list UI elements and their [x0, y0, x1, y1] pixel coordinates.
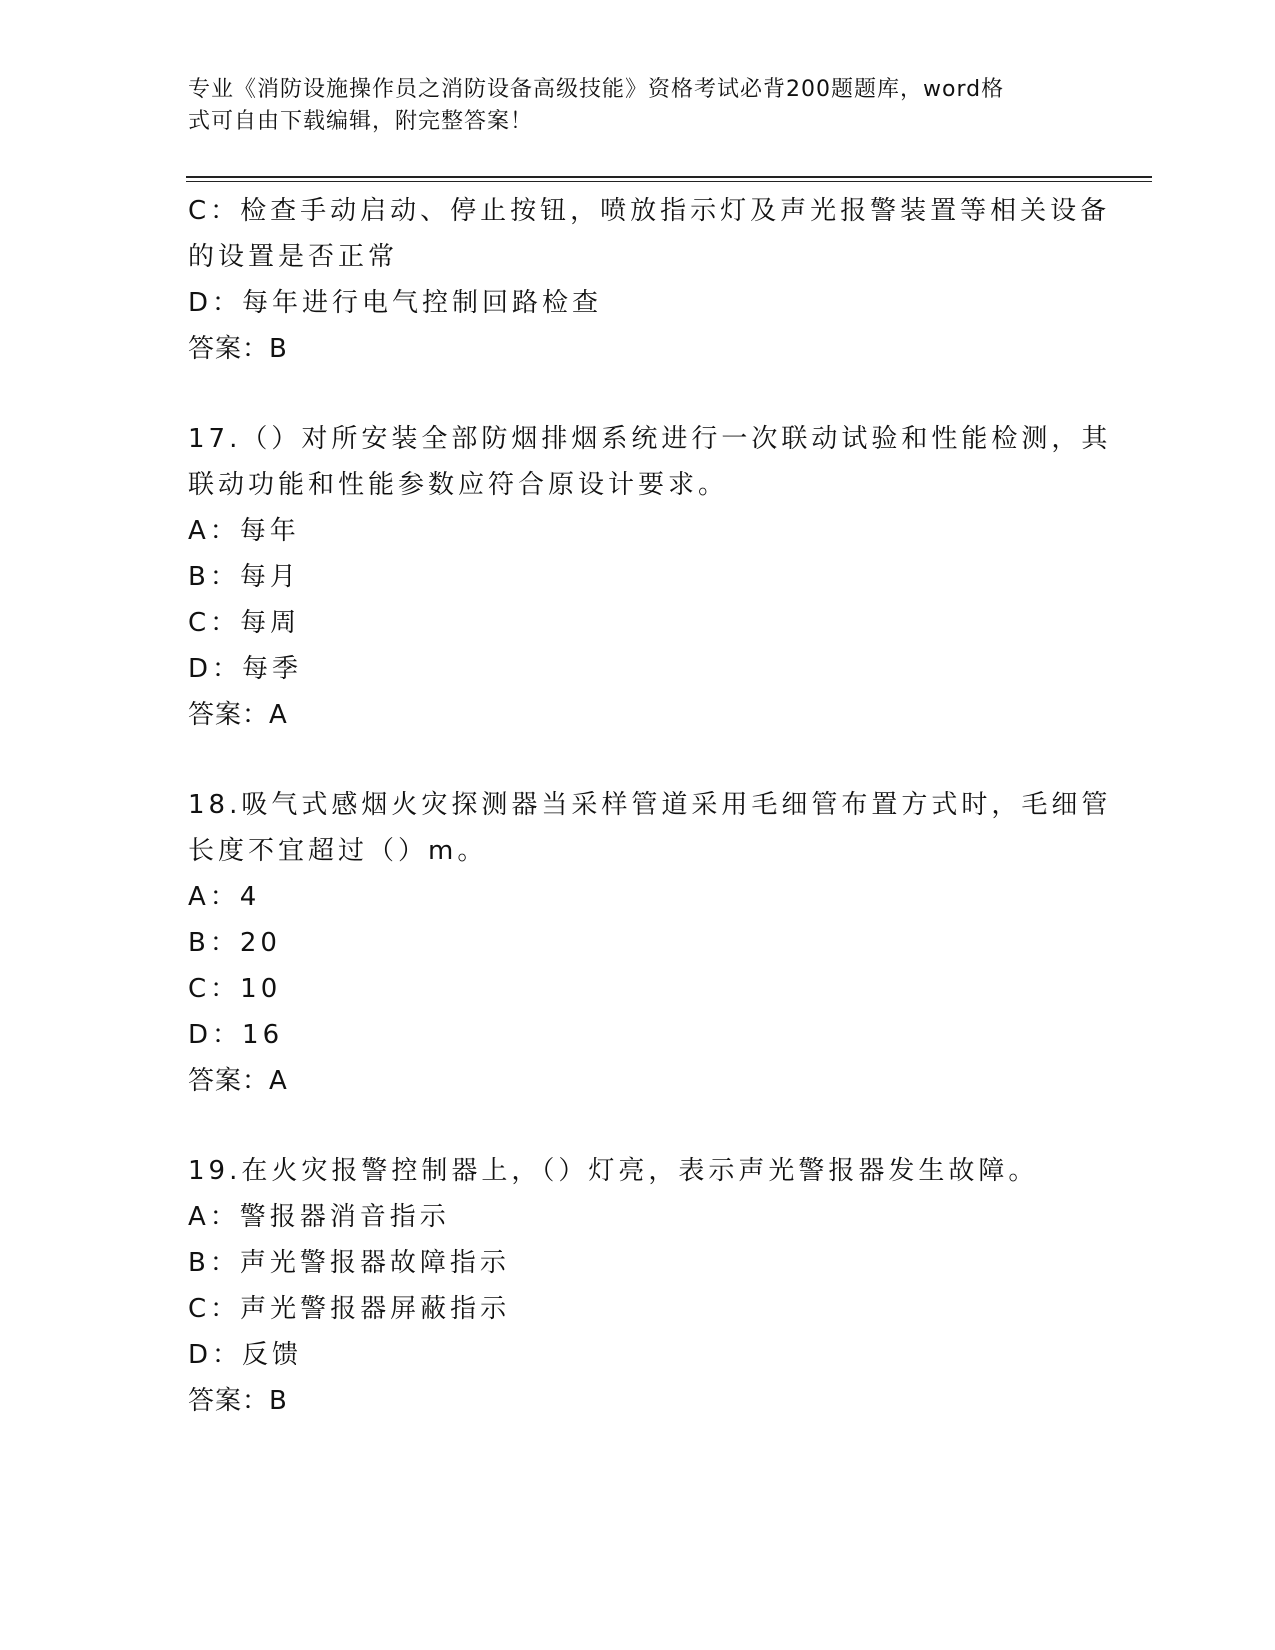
question-stem-line-2: 联动功能和性能参数应符合原设计要求。	[188, 470, 729, 500]
option-c: C：10	[188, 974, 282, 1004]
question-spacer	[188, 738, 1088, 782]
document-body	[188, 188, 1112, 1424]
header-line-2: 式可自由下载编辑，附完整答案！	[188, 109, 534, 134]
option-a: A：4	[188, 882, 261, 912]
question-spacer	[188, 372, 1088, 416]
option-c: C：声光警报器屏蔽指示	[188, 1294, 511, 1324]
header-divider-thick	[186, 176, 1152, 178]
answer-line: 答案：A	[188, 1066, 288, 1096]
option-b: B：20	[188, 928, 281, 958]
question-17	[188, 416, 1112, 738]
option-c-line-2: 的设置是否正常	[188, 242, 399, 272]
option-b: B：声光警报器故障指示	[188, 1248, 510, 1278]
header-line-1: 专业《消防设施操作员之消防设备高级技能》资格考试必背200题题库，word格	[188, 77, 1005, 102]
answer-line: 答案：B	[188, 1386, 288, 1416]
option-b: B：每月	[188, 562, 300, 592]
option-c-line-1: C：检查手动启动、停止按钮，喷放指示灯及声光报警装置等相关设备	[188, 196, 1111, 226]
question-stem-line-1: 18.吸气式感烟火灾探测器当采样管道采用毛细管布置方式时，毛细管	[188, 790, 1112, 820]
question-stem-line-1: 19.在火灾报警控制器上，（）灯亮，表示声光警报器发生故障。	[188, 1156, 1039, 1186]
answer-line: 答案：A	[188, 700, 288, 730]
question-18	[188, 782, 1112, 1104]
option-d: D：16	[188, 1020, 284, 1050]
previous-question-tail	[188, 188, 1111, 372]
header-divider-thin	[186, 181, 1152, 182]
question-stem-line-1: 17.（）对所安装全部防烟排烟系统进行一次联动试验和性能检测，其	[188, 424, 1112, 454]
question-stem-line-2: 长度不宜超过（）m。	[188, 836, 488, 866]
option-d: D：每季	[188, 654, 303, 684]
option-d: D：每年进行电气控制回路检查	[188, 288, 603, 318]
answer-line: 答案：B	[188, 334, 288, 364]
option-d: D：反馈	[188, 1340, 303, 1370]
option-a: A：每年	[188, 516, 300, 546]
option-c: C：每周	[188, 608, 301, 638]
question-19	[188, 1148, 1088, 1424]
option-a: A：警报器消音指示	[188, 1202, 450, 1232]
question-spacer	[188, 1104, 1088, 1148]
document-header	[188, 74, 1068, 138]
